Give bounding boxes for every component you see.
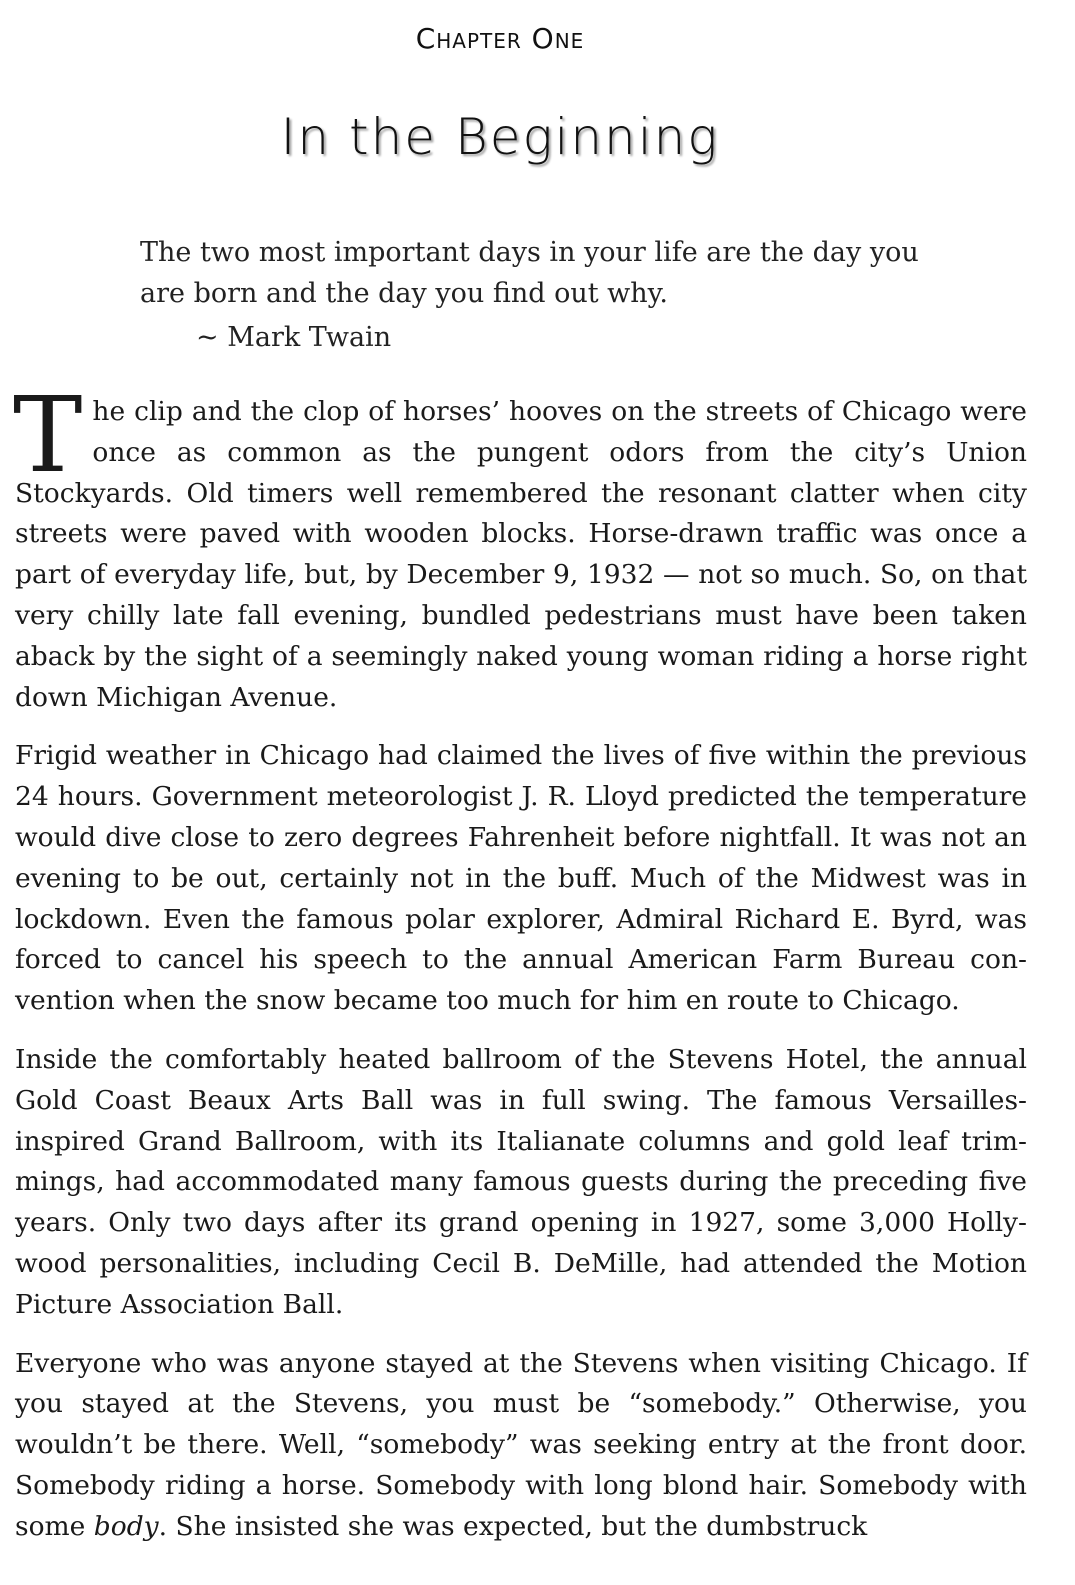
paragraph-4-emphasis: body [93,1510,159,1542]
epigraph-attribution: ~ Mark Twain [196,322,392,353]
chapter-body [13,374,1027,1566]
drop-cap: T [13,374,83,496]
paragraph-1-text: he clip and the clop of horses’ hooves on the streets of Chicago were once as common as the pungent odors from the city’s Union Stockyards. Old timers well remembered the resonant clatter when city streets were paved with wooden blocks. Horse-drawn traffic was once a part of everyday life, but, by December 9, 1932 — not so much. So, on that very chilly late fall evening, bundled pedestrians must have been taken aback by the sight of a seemingly naked young woman riding a horse right down Michigan Avenue. [15,396,1027,713]
epigraph [140,232,940,358]
paragraph-4-text-b: . She insisted she was expected, but the dumbstruck [158,1510,868,1542]
paragraph-1 [13,374,1027,718]
chapter-label: Chapter One [415,22,585,55]
paragraph-4-text-a: Everyone who was anyone stayed at the Stevens when visiting Chicago. If you stayed at the Stevens, you must be “somebody.” Otherwise, you wouldn’t be there. Well, “somebody” was seeking entry at the front door. Somebody riding a horse. Somebody with long blond hair. Somebody with some [15,1347,1027,1542]
paragraph-4 [15,1344,1027,1548]
epigraph-quote: The two most important days in your life are the day you are born and the day you find out why. [140,237,919,309]
paragraph-3: Inside the comfortably heated ballroom of the Stevens Hotel, the annual Gold Coast Beaux Arts Ball was in full swing. The famous Versailles-inspired Grand Ballroom, with its Italianate columns and gold leaf trimmings, had accommodated many famous guests during the preceding five years. Only two days after its grand opening in 1927, some 3,000 Hollywood personalities, including Cecil B. DeMille, had attended the Motion Picture Association Ball. [15,1043,1027,1320]
chapter-title: In the Beginning [280,108,720,166]
paragraph-2: Frigid weather in Chicago had claimed the lives of five within the previous 24 hours. Government meteorologist J. R. Lloyd predicted the temperature would dive close to zero degrees Fahrenheit before nightfall. It was not an evening to be out, certainly not in the buff. Much of the Midwest was in lockdown. Even the famous polar explorer, Admiral Richard E. Byrd, was forced to cancel his speech to the annual American Farm Bureau convention when the snow became too much for him en route to Chicago. [15,740,1027,1017]
